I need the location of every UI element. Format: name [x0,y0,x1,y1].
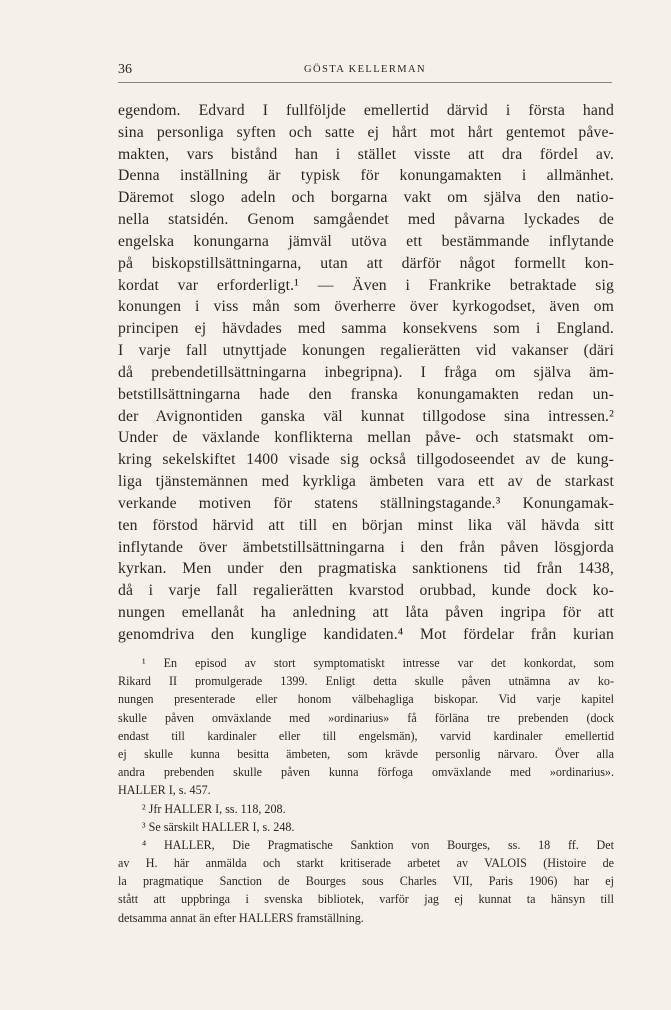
body-text [118,100,614,646]
body-line: kordat var erforderligt.¹ — Även i Frankrike betraktade sig [118,276,614,294]
page-number: 36 [118,62,132,77]
body-line: principen ej hävdades med samma konsekvens som i England. [118,320,614,338]
body-line: konungen i viss mån som överherre över kyrkogodset, även om [118,298,614,316]
body-line: genomdriva den kunglige kandidaten.⁴ Mot fördelar från kurian [118,625,614,643]
footnote-line: Rikard II promulgerade 1399. Enligt detta skulle påven utnämna av ko- [118,674,614,689]
body-line: der Avignontiden ganska väl kunnat tillgodose sina intressen.² [118,407,614,425]
body-line: ten förstod härvid att till en början minst lika väl hävda sitt [118,516,614,534]
body-line: då prebendetillsättningarna inbegripna). I fråga om själva äm- [118,363,614,381]
header-rule [118,82,612,83]
page-header [118,62,612,80]
body-line: kyrkan. Men under den pragmatiska sanktionens tid från 1438, [118,560,614,578]
body-line: engelska konungarna jämväl utöva ett bestämmande inflytande [118,232,614,250]
body-line: på biskopstillsättningarna, utan att därför något formellt kon- [118,254,614,272]
footnote-line: av H. här anmälda och starkt kritiserade arbetet av VALOIS (Histoire de [118,856,614,871]
footnote-line: ¹ En episod av stort symptomatiskt intresse var det konkordat, som [142,656,614,670]
footnote-line: endast till kardinaler eller till engelsmän), varvid kardinaler emellertid [118,728,614,743]
footnote-line: stått att uppbringa i svenska bibliotek, varför jag ej kunnat ta hänsyn till [118,892,614,907]
footnote-line: andra prebenden skulle påven kunna förfoga omväxlande med »ordinarius». [118,765,614,780]
body-line: Däremot slogo adeln och borgarna vakt om själva den natio- [118,189,614,207]
running-head: GÖSTA KELLERMAN [304,64,426,75]
body-line: I varje fall utnyttjade konungen regalierätten vid vakanser (däri [118,342,614,360]
body-line: nella statsidén. Genom samgåendet med påvarna lyckades de [118,211,614,229]
body-line: nungen emellanåt ha anledning att låta påven ingripa för att [118,604,614,622]
body-line: inflytande över ämbetstillsättningarna i den från påven lösgjorda [118,538,614,556]
footnote-line: ² Jfr HALLER I, ss. 118, 208. [142,801,286,816]
body-line: egendom. Edvard I fullföljde emellertid därvid i första hand [118,102,614,119]
body-line: verkande motiven för statens ställningstagande.³ Konungamak- [118,494,614,512]
footnote-line: ⁴ HALLER, Die Pragmatische Sanktion von Bourges, ss. 18 ff. Det [142,837,614,852]
body-line: liga tjänstemännen med kyrkliga ämbeten vara ett av de starkast [118,473,614,491]
footnote-line: HALLER I, s. 457. [118,783,211,798]
body-line: sina personliga syften och satte ej hårt mot hårt gentemot påve- [118,123,614,141]
body-line: kring sekelskiftet 1400 visade sig också tillgodoseendet av de kung- [118,451,614,469]
footnote-line: la pragmatique Sanction de Bourges sous Charles VII, Paris 1906) har ej [118,874,614,889]
footnotes [118,654,614,927]
body-line: Under de växlande konflikterna mellan påve- och statsmakt om- [118,429,614,447]
body-line: makten, vars bistånd han i stället visste att dra fördel av. [118,145,614,163]
footnote-line: skulle påven omväxlande med »ordinarius» få förläna tre prebenden (dock [118,710,614,725]
body-line: då i varje fall regalierätten kvarstod orubbad, kunde dock ko- [118,582,614,600]
body-line: Denna inställning är typisk för konungamakten i allmänhet. [118,167,614,185]
footnote-line: nungen presenterade eller honom välbehagliga biskopar. Vid varje kapitel [118,692,614,707]
footnote-line: ³ Se särskilt HALLER I, s. 248. [142,819,295,834]
footnote-line: detsamma annat än efter HALLERS framställning. [118,910,364,925]
footnote-line: ej skulle kunna besitta ämbeten, som krävde personlig närvaro. Över alla [118,746,614,761]
body-line: betstillsättningarna hade den franska konungamakten redan un- [118,385,614,403]
